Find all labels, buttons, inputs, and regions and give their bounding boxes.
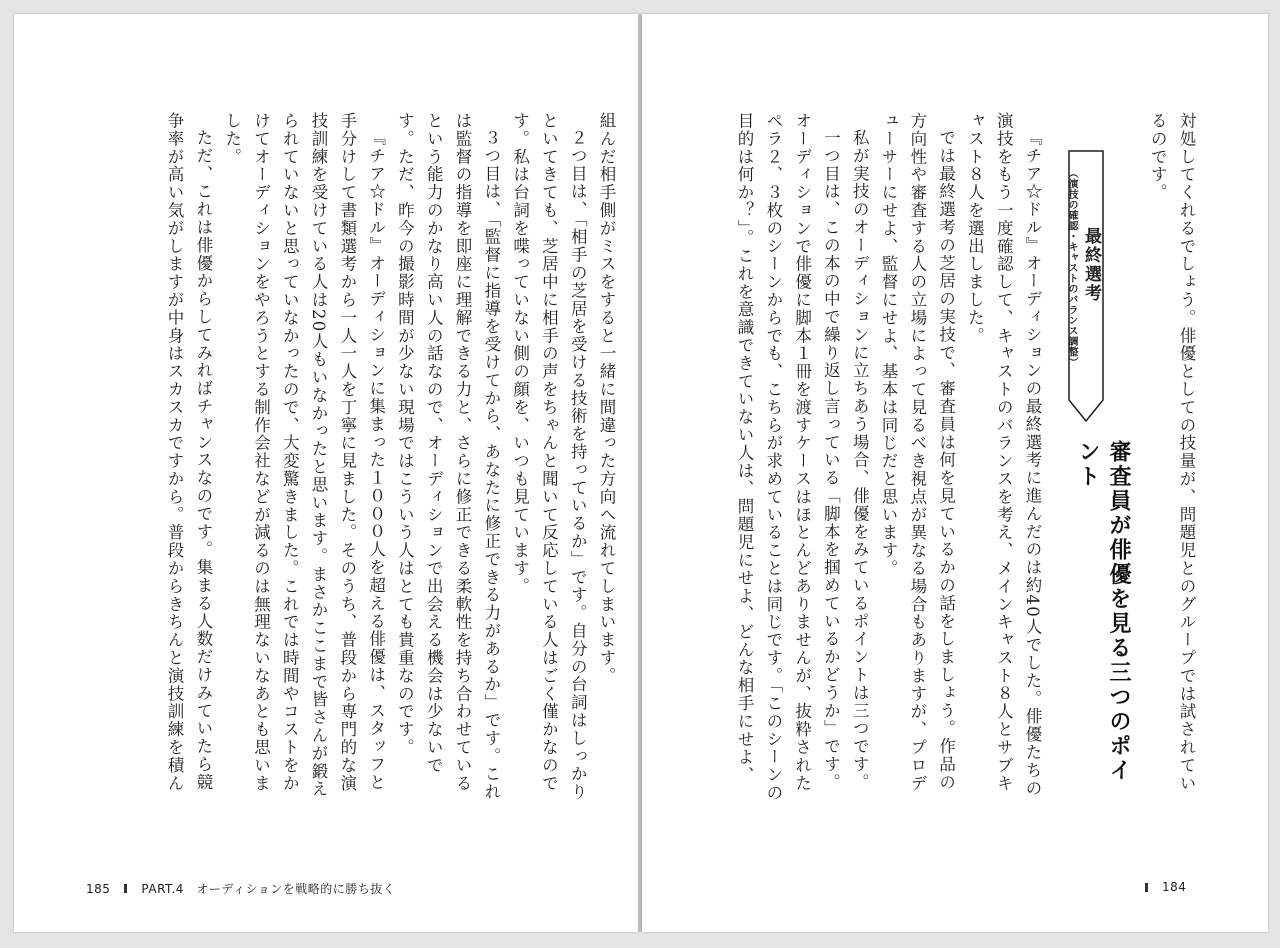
right-lead-paragraph: 対処してくれるでしょう。俳優としての技量が、問題児とのグループでは試されているのです。 [1148, 112, 1196, 793]
section-title: 審査員が俳優を見る三つのポイント [1075, 440, 1131, 783]
right-page-lead-text [1140, 112, 1200, 802]
left-page-number: 185 [86, 881, 111, 896]
section-heading-block [1062, 150, 1131, 790]
left-page-footer [86, 880, 395, 897]
left-paragraph-1: 組んだ相手側がミスをすると一緒に間違った方向へ流れてしまいます。 [597, 112, 616, 685]
right-paragraph-4: 一つ目は、この本の中で繰り返し言っている「脚本を掴めているかどうか」です。オーディションで俳優に脚本１冊を渡すケースはほとんどありませんが、抜粋されたペラ２、３枚のシーンからでも、こちらが求めていることは同じです。「このシーンの目的は何か？」。これを意識できていない人は、問題児にせよ、どんな相手にせよ、 [735, 112, 841, 802]
badge-sub-label: （演技の確認・キャストのバランス調整） [1066, 168, 1077, 368]
right-paragraph-1: 『チア☆ドル』オーディションの最終選考に進んだのは約40人でした。俳優たちの演技をもう一度確認して、キャストのバランスを考え、メインキャスト８人とサブキャスト８人を選出しました。 [965, 112, 1042, 797]
right-page-body [730, 112, 1046, 802]
running-head: PART.4 オーディションを戦略的に勝ち抜く [141, 882, 396, 896]
right-page-footer [1145, 880, 1186, 894]
left-paragraph-5: ただ、これは俳優からしてみればチャンスなのです。集まる人数だけみていたら競争率が高い気がしますが中身はスカスカですから。普段からきちんと演技訓練を積ん [165, 112, 213, 793]
left-paragraph-4: 『チア☆ドル』オーディションに集まった１０００人を超える俳優は、スタッフと手分けして書類選考から一人一人を丁寧に見ました。そのうち、普段から専門的な演技訓練を受けている人は20人もいなかったと思います。まさかここまで皆さんが鍛えられていないと思っていなかったので、大変驚きました。これでは時間やコストをかけてオーディションをやろうとする制作会社などが減るのは無理ないなあとも思いました。 [222, 112, 386, 799]
left-paragraph-3: ３つ目は、「監督に指導を受けてから、あなたに修正できる力があるか」です。これは監督の指導を即座に理解できる力と、さらに修正できる柔軟性を持ち合わせているという能力のかなり高い人の話なので、オーディションで出会える機会は少ないです。ただ、昨今の撮影時間が少ない現場ではこういう人はとても貴重なのです。 [395, 112, 501, 801]
footer-separator-icon [124, 884, 127, 893]
left-page-body [90, 112, 620, 802]
badge-main-label: 最終選考 [1081, 226, 1101, 303]
footer-separator-icon [1145, 883, 1148, 892]
left-paragraph-2: ２つ目は、「相手の芝居を受ける技術を持っているか」です。自分の台詞はしっかりといてきても、芝居中に相手の声をちゃんと聞いて反応している人はごく僅かなのです。私は台詞を喋っていない側の顔を、いつも見ています。 [510, 112, 588, 801]
right-paragraph-2: では最終選考の芝居の実技で、審査員は何を見ているかの話をしましょう。作品の方向性や審査する人の立場によって見るべき視点が異なる場合もありますが、プロデューサーにせよ、監督にせよ、基本は同じだと思います。 [879, 112, 956, 793]
section-badge [1068, 150, 1104, 422]
right-page-number: 184 [1162, 880, 1187, 894]
right-paragraph-3: 私が実技のオーディションに立ちあう場合、俳優をみているポイントは三つです。 [850, 128, 870, 791]
